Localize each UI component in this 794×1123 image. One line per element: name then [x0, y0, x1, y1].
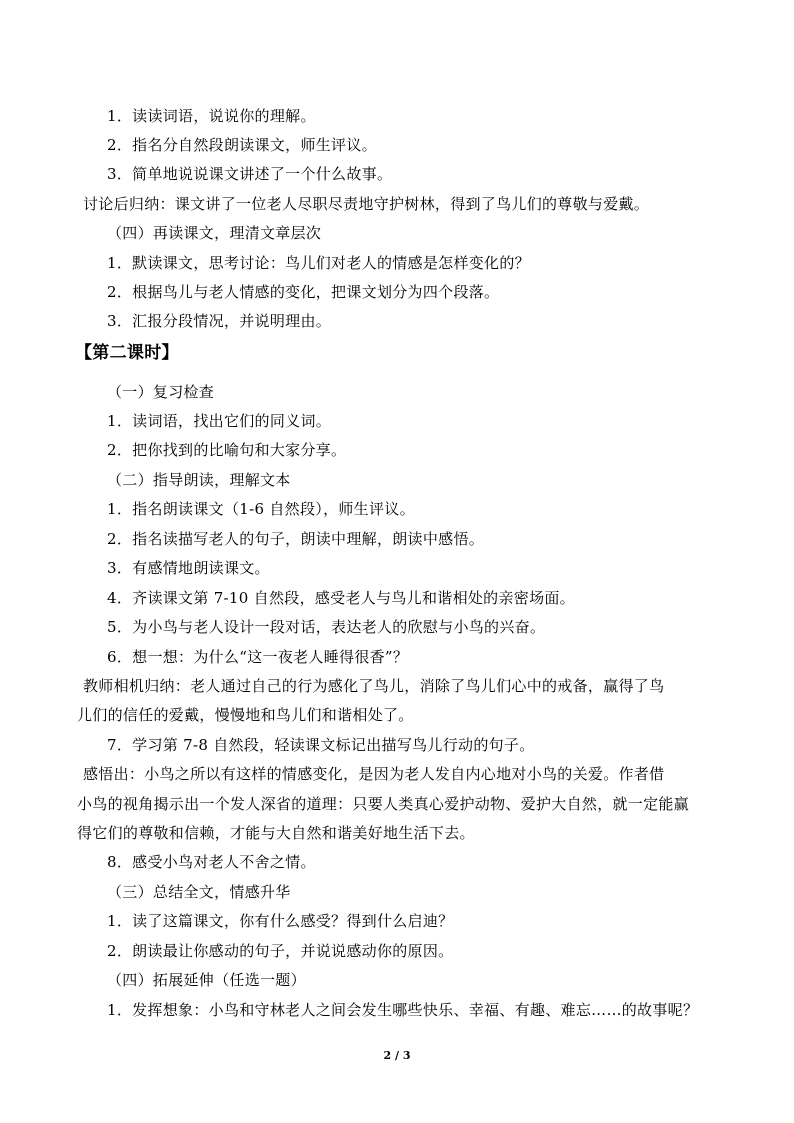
list-item: 7．学习第 7-8 自然段，轻读课文标记出描写鸟儿行动的句子。 — [107, 736, 535, 754]
list-item: 3．简单地说说课文讲述了一个什么故事。 — [107, 165, 393, 183]
list-item: 1．读了这篇课文，你有什么感受？得到什么启迪？ — [107, 912, 454, 930]
list-item: 2．指名分自然段朗读课文，师生评议。 — [107, 136, 377, 154]
subsection-heading: （二）指导朗读，理解文本 — [107, 471, 291, 489]
list-item: 1．发挥想象：小鸟和守林老人之间会发生哪些快乐、幸福、有趣、难忘……的故事呢？ — [107, 1001, 699, 1019]
list-item: 1．默读课文，思考讨论：鸟儿们对老人的情感是怎样变化的？ — [107, 254, 530, 272]
list-item: 5．为小鸟与老人设计一段对话，表达老人的欣慰与小鸟的兴奋。 — [107, 618, 546, 636]
list-item: 6．想一想：为什么“这一夜老人睡得很香”？ — [107, 648, 409, 666]
paragraph: 教师相机归纳：老人通过自己的行为感化了鸟儿，消除了鸟儿们心中的戒备，赢得了鸟 — [83, 677, 665, 695]
list-item: 2．指名读描写老人的句子，朗读中理解，朗读中感悟。 — [107, 530, 485, 548]
subsection-heading: （一）复习检查 — [107, 383, 215, 401]
subsection-heading: （四）拓展延伸（任选一题） — [107, 971, 306, 989]
page-number: 2 / 3 — [383, 1049, 411, 1062]
section-heading: 【第二课时】 — [75, 343, 179, 363]
list-item: 3．汇报分段情况，并说明理由。 — [107, 312, 332, 330]
paragraph: 儿们的信任的爱戴，慢慢地和鸟儿们和谐相处了。 — [77, 706, 414, 724]
list-item: 8．感受小鸟对老人不舍之情。 — [107, 853, 316, 871]
list-item: 4．齐读课文第 7-10 自然段，感受老人与鸟儿和谐相处的亲密场面。 — [107, 589, 575, 607]
subsection-heading: （三）总结全文，情感升华 — [107, 883, 291, 901]
list-item: 2．根据鸟儿与老人情感的变化，把课文划分为四个段落。 — [107, 283, 500, 301]
paragraph: 小鸟的视角揭示出一个发人深省的道理：只要人类真心爱护动物、爱护大自然，就一定能赢 — [77, 795, 690, 813]
paragraph: 讨论后归纳：课文讲了一位老人尽职尽责地守护树林，得到了鸟儿们的尊敬与爱戴。 — [83, 195, 650, 213]
list-item: 3．有感情地朗读课文。 — [107, 559, 270, 577]
list-item: 1．读词语，找出它们的同义词。 — [107, 412, 332, 430]
list-item: 1．指名朗读课文（1-6 自然段），师生评议。 — [107, 500, 415, 518]
paragraph: 感悟出：小鸟之所以有这样的情感变化，是因为老人发自内心地对小鸟的关爱。作者借 — [83, 765, 665, 783]
subsection-heading: （四）再读课文，理清文章层次 — [107, 224, 322, 242]
paragraph: 得它们的尊敬和信赖，才能与大自然和谐美好地生活下去。 — [77, 824, 475, 842]
list-item: 2．朗读最让你感动的句子，并说说感动你的原因。 — [107, 942, 454, 960]
list-item: 2．把你找到的比喻句和大家分享。 — [107, 441, 347, 459]
list-item: 1．读读词语，说说你的理解。 — [107, 107, 316, 125]
